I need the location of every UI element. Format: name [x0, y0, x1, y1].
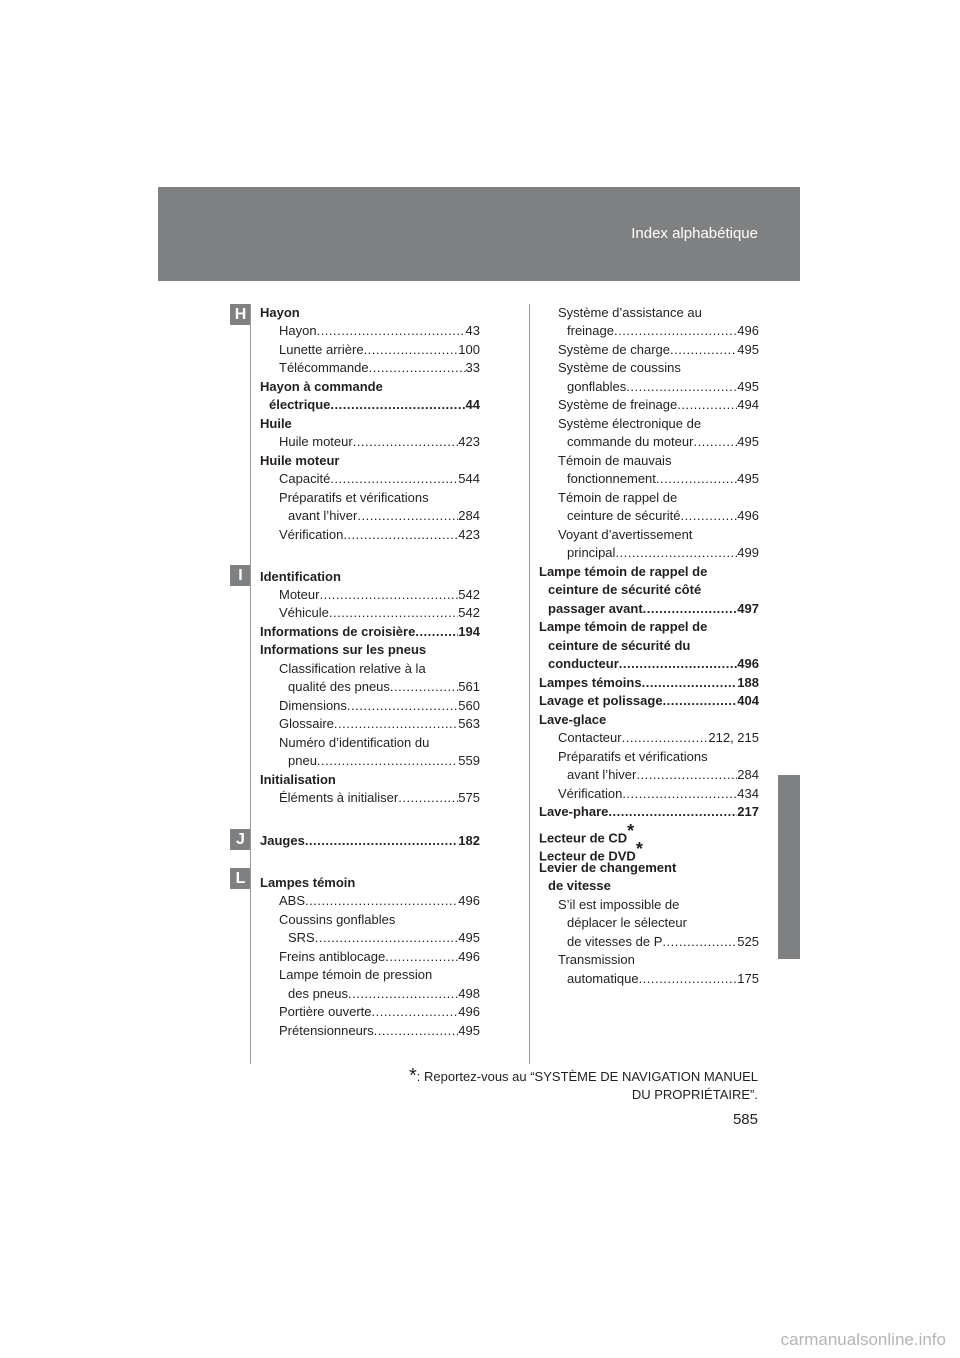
index-entry: Témoin de mauvais: [558, 453, 672, 468]
index-entry: Lampes témoins ..... 188: [539, 674, 759, 692]
index-entry: Lunette arrière ..... 100: [279, 341, 480, 359]
index-entry: Système de coussins: [558, 360, 681, 375]
index-entry: pneu ..... 559: [288, 752, 480, 770]
index-entry: Vérification ..... 423: [279, 526, 480, 544]
index-heading: Huile: [260, 416, 292, 431]
index-entry: Système de charge ..... 495: [558, 341, 759, 359]
index-entry: ABS ..... 496: [279, 892, 480, 910]
index-entry: Préparatifs et vérifications: [279, 490, 429, 505]
footnote-line-2: DU PROPRIÉTAIRE”.: [631, 1087, 758, 1102]
index-entry: Classification relative à la: [279, 661, 426, 676]
index-entry: automatique ..... 175: [567, 970, 759, 988]
index-entry: Numéro d’identification du: [279, 735, 430, 750]
footnote-line-1: *: Reportez-vous au “SYSTÈME DE NAVIGATION MANUEL: [408, 1064, 758, 1087]
index-entry: fonctionnement ..... 495: [567, 470, 759, 488]
index-entry: Lampe témoin de pression: [279, 967, 433, 982]
index-entry: S’il est impossible de: [558, 897, 680, 912]
index-entry: Dimensions ..... 560: [279, 697, 480, 715]
index-heading: Hayon: [260, 305, 300, 320]
index-entry: Prétensionneurs ..... 495: [279, 1022, 480, 1040]
page-header: [158, 187, 800, 281]
index-entry: qualité des pneus ..... 561: [288, 678, 480, 696]
letter-h-marker: H: [230, 304, 251, 325]
index-entry: Coussins gonflables: [279, 912, 396, 927]
letter-i-marker: I: [230, 565, 251, 586]
index-entry: avant l’hiver ..... 284: [567, 766, 759, 784]
page-number: 585: [732, 1111, 758, 1128]
index-heading: Levier de changement: [539, 860, 677, 875]
footnote: [408, 1064, 758, 1104]
index-entry: principal ..... 499: [567, 544, 759, 562]
header-title: Index alphabétique: [631, 225, 758, 242]
index-heading: Lampe témoin de rappel de: [539, 564, 708, 579]
index-heading: Lampes témoin: [260, 875, 356, 890]
index-heading: Huile moteur: [260, 453, 340, 468]
index-heading: Lecteur de CD*: [539, 821, 635, 846]
section-tab: [778, 775, 800, 959]
index-entry: des pneus ..... 498: [288, 985, 480, 1003]
column-divider: [529, 304, 530, 1064]
index-entry: Système de freinage ..... 494: [558, 396, 759, 414]
index-entry: Éléments à initialiser ..... 575: [279, 789, 480, 807]
index-entry: Jauges ..... 182: [260, 832, 480, 850]
index-entry: SRS ..... 495: [288, 929, 480, 947]
index-entry: électrique ..... 44: [269, 396, 480, 414]
index-entry: de vitesses de P ..... 525: [567, 933, 759, 951]
index-entry: Portière ouverte ..... 496: [279, 1003, 480, 1021]
index-entry: Lave-phare ..... 217: [539, 803, 759, 821]
index-heading: Hayon à commande: [260, 379, 383, 394]
index-entry: Hayon ..... 43: [279, 322, 480, 340]
footnote-mark: *: [408, 1064, 417, 1087]
index-entry: Système d’assistance au: [558, 305, 702, 320]
index-heading: Initialisation: [260, 772, 336, 787]
index-entry: Lavage et polissage ..... 404: [539, 692, 759, 710]
index-entry: Témoin de rappel de: [558, 490, 678, 505]
index-heading: Lampe témoin de rappel de: [539, 619, 708, 634]
index-entry: Contacteur ..... 212, 215: [558, 729, 759, 747]
watermark: carmanualsonline.info: [780, 1330, 946, 1349]
letter-j-marker: J: [230, 829, 251, 850]
letter-l-marker: L: [230, 868, 251, 889]
index-entry: avant l’hiver ..... 284: [288, 507, 480, 525]
index-heading: de vitesse: [548, 878, 611, 893]
index-entry: Glossaire ..... 563: [279, 715, 480, 733]
index-entry: passager avant ..... 497: [548, 600, 759, 618]
index-entry: Voyant d’avertissement: [558, 527, 693, 542]
index-entry: Véhicule ..... 542: [279, 604, 480, 622]
index-entry: Freins antiblocage ..... 496: [279, 948, 480, 966]
index-heading: ceinture de sécurité côté: [548, 582, 702, 597]
index-heading: ceinture de sécurité du: [548, 638, 691, 653]
index-entry: Système électronique de: [558, 416, 702, 431]
index-heading: Lecteur de DVD*: [539, 839, 643, 864]
index-entry: déplacer le sélecteur: [567, 915, 687, 930]
index-entry: Télécommande ..... 33: [279, 359, 480, 377]
left-column-rule: [250, 304, 251, 1064]
index-entry: gonflables ..... 495: [567, 378, 759, 396]
index-entry: Moteur ..... 542: [279, 586, 480, 604]
index-entry: Transmission: [558, 952, 635, 967]
index-entry: Huile moteur ..... 423: [279, 433, 480, 451]
index-entry: conducteur ..... 496: [548, 655, 759, 673]
index-entry: commande du moteur ..... 495: [567, 433, 759, 451]
index-heading: Informations sur les pneus: [260, 642, 427, 657]
index-entry: Informations de croisière ..... 194: [260, 623, 480, 641]
index-entry: freinage ..... 496: [567, 322, 759, 340]
index-heading: Identification: [260, 569, 341, 584]
index-heading: Lave-glace: [539, 712, 607, 727]
index-entry: ceinture de sécurité ..... 496: [567, 507, 759, 525]
index-entry: Préparatifs et vérifications: [558, 749, 708, 764]
index-entry: Capacité ..... 544: [279, 470, 480, 488]
index-entry: Vérification ..... 434: [558, 785, 759, 803]
